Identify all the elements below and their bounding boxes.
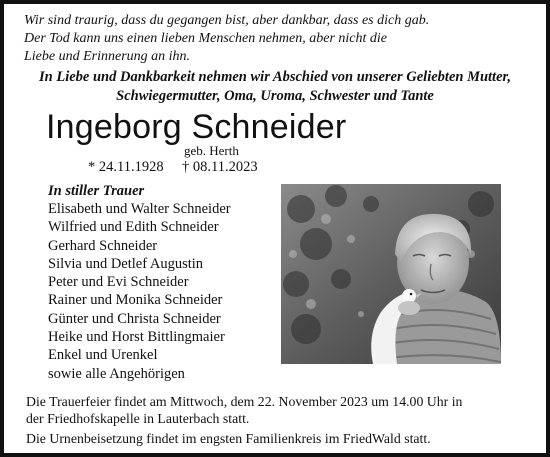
list-item: Elisabeth und Walter Schneider [48,201,231,217]
list-item: Rainer und Monika Schneider [48,292,223,309]
list-item: Enkel und Urenkel [48,347,158,364]
service-line-2: der Friedhofskapelle in Lauterbach statt. [26,411,250,426]
birth-name: geb. Herth [184,143,239,158]
portrait-photo [281,184,501,364]
list-item: Silvia und Detlef Augustin [48,255,204,272]
birth-date: * 24.11.1928 [88,159,164,175]
poem-line-3: Liebe und Erinnerung an ihn. [24,49,191,64]
list-item: Gerhard Schneider [48,237,158,254]
poem-line-1: Wir sind traurig, dass du gegangen bist, aber dankbar, dass es dich gab. [24,13,430,28]
list-item: Heike und Horst Bittlingmaier [48,329,225,346]
poem-line-2: Der Tod kann uns einen lieben Menschen nehmen, aber nicht die [24,31,388,46]
memorial-poem [24,12,524,66]
list-item: Peter und Evi Schneider [48,274,189,291]
mourners-list [48,200,231,383]
death-date: † 08.11.2023 [182,159,258,175]
intro-line-2: Schwiegermutter, Oma, Uroma, Schwester und Tante [116,88,434,104]
service-line-1: Die Trauerfeier findet am Mittwoch, dem 22. November 2023 um 14.00 Uhr in [26,394,463,409]
intro-line-1: In Liebe und Dankbarkeit nehmen wir Abschied von unserer Geliebten Mutter, [39,69,511,85]
list-item: Wilfried und Edith Schneider [48,219,219,236]
mourning-title: In stiller Trauer [48,183,145,199]
urn-burial-info: Die Urnenbeisetzung findet im engsten Familienkreis im FriedWald statt. [26,431,431,446]
list-item: sowie alle Angehörigen [48,365,185,382]
deceased-name: Ingeborg Schneider [46,108,347,146]
list-item: Günter und Christa Schneider [48,310,221,327]
funeral-service-info [26,393,536,427]
farewell-intro [4,68,546,106]
